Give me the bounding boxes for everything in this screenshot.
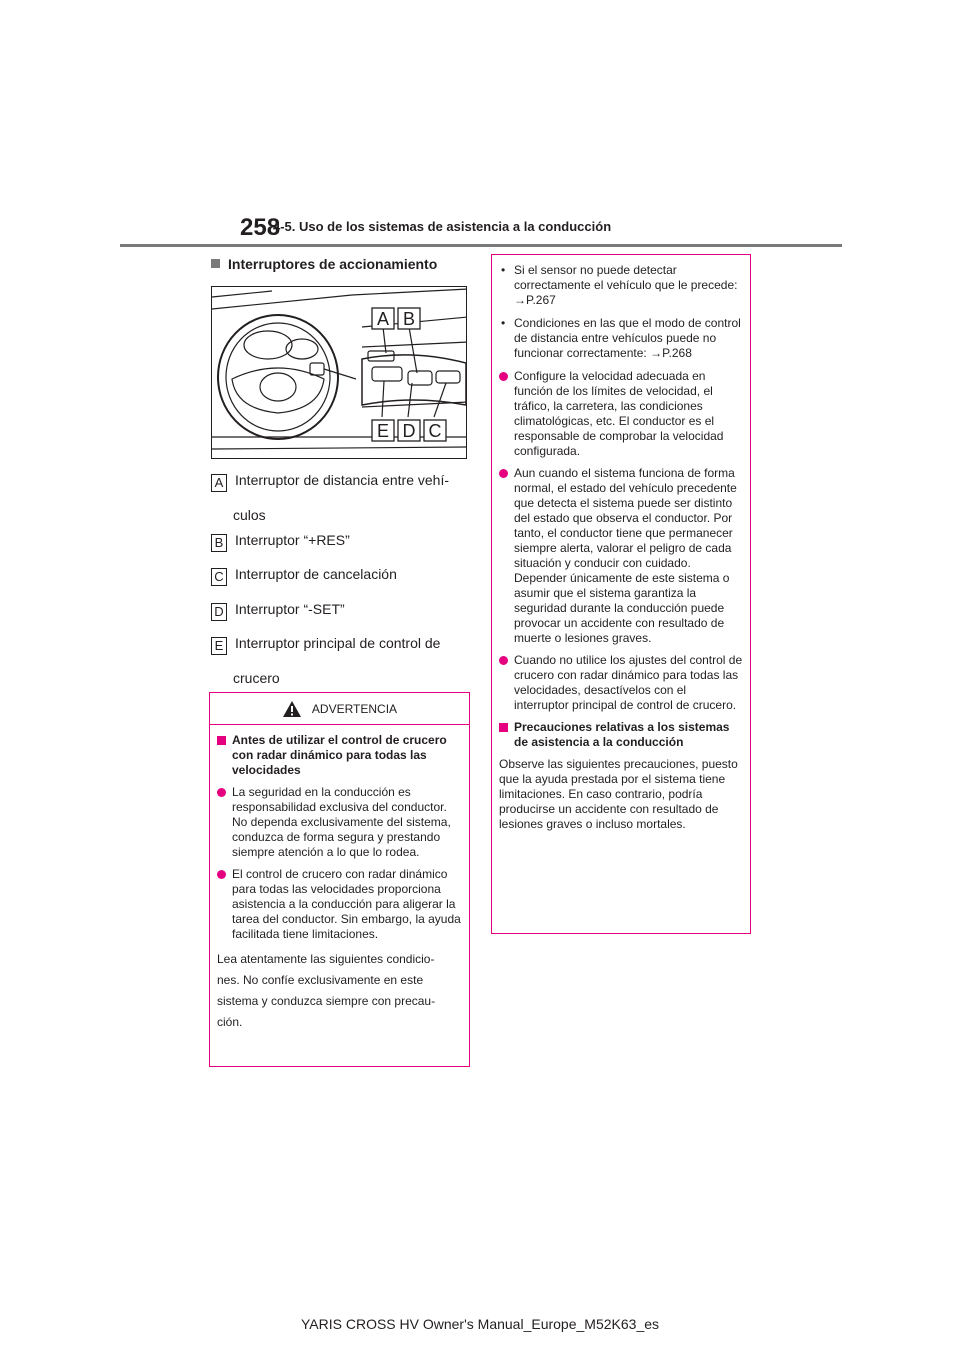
precautions-paragraph: Observe las siguientes precauciones, puesto que la ayuda prestada por el sistema tiene limitaciones. En caso contrario, podría producirse un accidente con resultado de lesiones graves o incluso mortales. [499,757,738,831]
warning-bullet: Configure la velocidad adecuada en función de los límites de velocidad, el tráfico, la carretera, las condiciones climatológicas, etc. El conductor es el responsable de comprobar la velocidad configurada. [499,369,743,459]
footer-manual-title: YARIS CROSS HV Owner's Manual_Europe_M52K63_es [300,1316,660,1332]
legend-letter: A [211,474,227,492]
dot-item: • Condiciones en las que el modo de control de distancia entre vehículos puede no funcionar correctamente: →P.268 [499,316,743,361]
legend-item-e: E Interruptor principal de control de crucero [211,632,471,689]
dot-item: • Si el sensor no puede detectar correctamente el vehículo que le precede: →P.267 [499,263,743,308]
square-bullet-icon [211,259,220,268]
warning-subheading: Antes de utilizar el control de crucero con radar dinámico para todas las velocidades [217,733,462,778]
warning-header [210,693,469,725]
warning-bullet: Cuando no utilice los ajustes del control de crucero con radar dinámico para todas las velocidades, desactívelos con el interruptor principal de control de crucero. [499,653,743,713]
legend-item-a: A Interruptor de distancia entre vehí- culos [211,469,471,526]
figure-heading: Interruptores de accionamiento [211,256,437,272]
callout-e-label: E [376,421,390,441]
legend-item-b: B Interruptor “+RES” [211,529,471,552]
warning-closing-text: Lea atentamente las siguientes condicio- nes. No confíe exclusivamente en este sistema y conduzca siempre con precau- ción. [217,952,436,1029]
warning-bullet: El control de crucero con radar dinámico para todas las velocidades proporciona asistencia a la conducción para aligerar la tarea del conductor. Sin embargo, la ayuda facilitada tiene limitaciones. [217,867,462,942]
warning-title: ADVERTENCIA [311,701,398,716]
legend-letter: C [211,568,227,586]
legend-item-c: C Interruptor de cancelación [211,563,471,586]
callout-d-label: D [402,421,416,441]
legend-letter: D [211,603,227,621]
callout-a-label: A [376,309,390,329]
warning-box-continued [491,254,751,934]
legend-letter: E [211,637,227,655]
warning-bullet: Aun cuando el sistema funciona de forma normal, el estado del vehículo precedente que detecta el sistema puede ser distinto del estado que observa el conductor. Por tanto, el conductor tiene que permanecer siempre alerta, valorar el peligro de cada situación y conducir con cuidado. Depender únicamente de este sistema o asumir que el sistema garantiza la seguridad durante la conducción puede provocar un accidente con resultado de muerte o lesiones graves. [499,466,743,646]
callout-b-label: B [402,309,416,329]
warning-triangle-icon [282,700,302,718]
section-title: 4-5. Uso de los sistemas de asistencia a la conducción [273,219,612,234]
warning-box [209,692,470,1067]
page-number: 258 [240,214,281,241]
legend-letter: B [211,534,227,552]
precautions-subheading: Precauciones relativas a los sistemas de asistencia a la conducción [499,720,743,750]
steering-wheel-figure [211,286,467,459]
callout-c-label: C [428,421,442,441]
header-rule [120,244,842,247]
legend-item-d: D Interruptor “-SET” [211,598,471,621]
warning-bullet: La seguridad en la conducción es responsabilidad exclusiva del conductor. No dependa exclusivamente del sistema, conduzca de forma segura y prestando siempre atención a lo que lo rodea. [217,785,462,860]
steering-wheel-illustration [212,287,467,459]
